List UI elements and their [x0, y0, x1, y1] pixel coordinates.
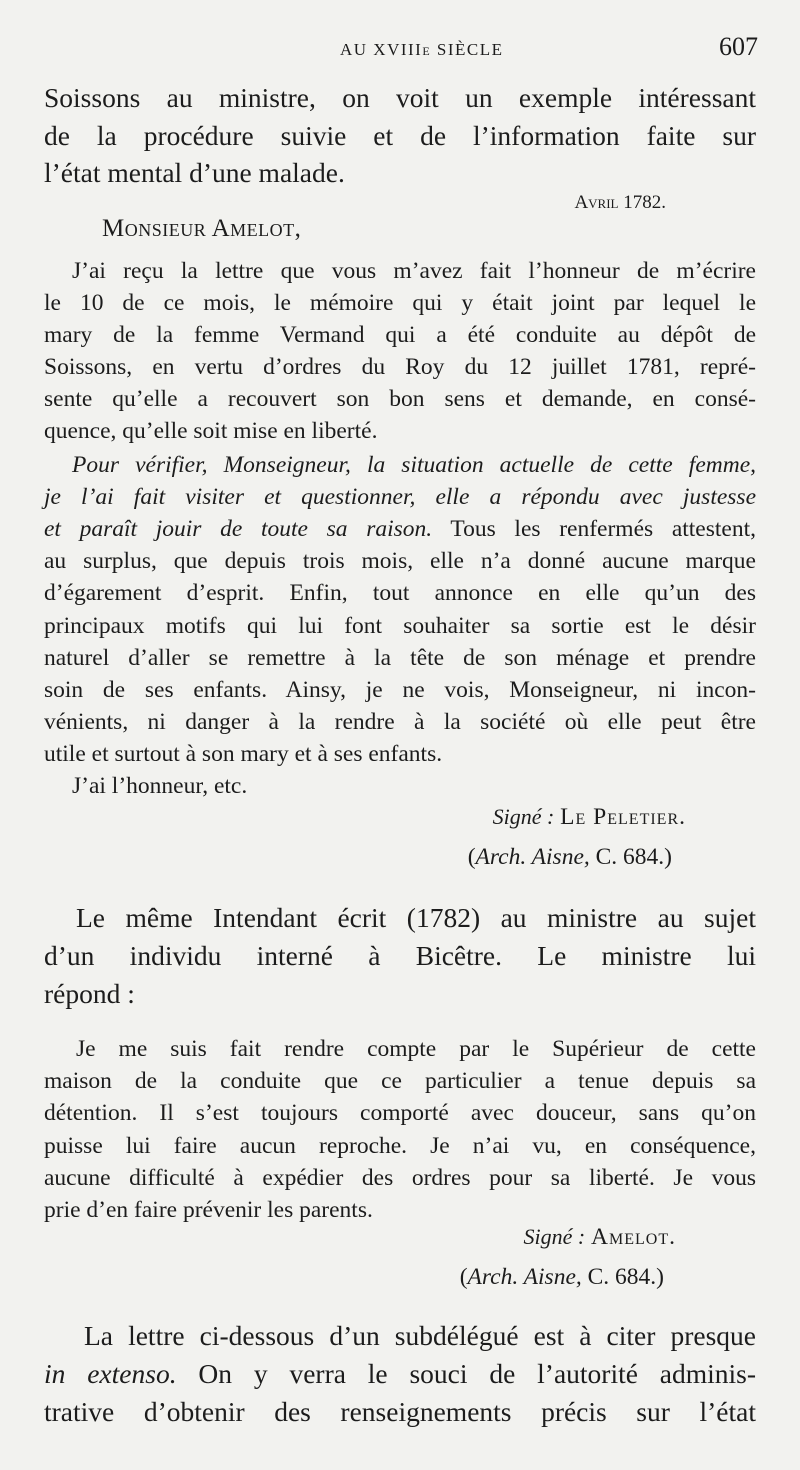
paren: (	[467, 844, 476, 870]
page-number: 607	[719, 32, 758, 61]
letter-line: vénients, ni danger à la rendre à la société où elle peut être	[44, 709, 756, 735]
signer-name: Le Peletier.	[560, 804, 686, 830]
letter-line: sente qu’elle a recouvert son bon sens et demande, en consé-	[44, 386, 756, 412]
letter-line: utile et surtout à son mary et à ses enfants.	[44, 741, 443, 767]
roman-phrase: On y verra le souci de l’autorité adminis-	[198, 1358, 757, 1389]
italic-phrase: in extenso.	[44, 1358, 177, 1389]
archive-code: C. 684.)	[587, 1264, 664, 1290]
body-line: trative d’obtenir des renseignements précis sur l’état	[44, 1396, 756, 1427]
signed-label: Signé :	[492, 804, 555, 829]
body-line-mixed	[44, 1358, 756, 1390]
letter-line: maison de la conduite que ce particulier a tenue depuis sa	[44, 1068, 756, 1094]
letter-line: Je me suis fait rendre compte par le Supérieur de cette	[76, 1036, 756, 1062]
body-line: l’état mental d’une malade.	[44, 157, 345, 188]
signer-name: Amelot.	[591, 1224, 676, 1250]
letter-line-italic: Pour vérifier, Monseigneur, la situation actuelle de cette femme,	[72, 452, 756, 478]
body-line: Le même Intendant écrit (1782) au ministre au sujet	[76, 902, 756, 933]
letter-line: détention. Il s’est toujours comporté avec douceur, sans qu’on	[44, 1100, 756, 1126]
paren: (	[459, 1264, 468, 1290]
archive-name: Arch. Aisne,	[475, 844, 590, 870]
signed-label: Signé :	[523, 1224, 586, 1249]
archive-reference	[44, 1264, 664, 1291]
archive-name: Arch. Aisne,	[467, 1264, 582, 1290]
letter-line: aucune difficulté à expédier des ordres pour sa liberté. Je vous	[44, 1165, 756, 1191]
letter-line: prie d’en faire prévenir les parents.	[44, 1197, 373, 1223]
letter-line: le 10 de ce mois, le mémoire qui y était joint par lequel le	[44, 290, 756, 316]
letter-line: au surplus, que depuis trois mois, elle n’a donné aucune marque	[44, 548, 756, 574]
letter-line: J’ai reçu la lettre que vous m’avez fait l’honneur de m’écrire	[72, 258, 756, 284]
body-line: La lettre ci-dessous d’un subdélégué est à citer presque	[84, 1320, 756, 1351]
letter-line: quence, qu’elle soit mise en liberté.	[44, 418, 378, 444]
letter-line-mixed	[44, 516, 756, 543]
letter-line: principaux motifs qui lui font souhaiter sa sortie est le désir	[44, 613, 756, 639]
letter-signature	[44, 1224, 676, 1251]
letter-closing: J’ai l’honneur, etc.	[72, 773, 248, 799]
letter-salutation: Monsieur Amelot,	[102, 215, 302, 242]
letter-line: d’égarement d’esprit. Enfin, tout annonce en elle qu’un des	[44, 580, 756, 606]
running-head: AU XVIIIe SIÈCLE	[340, 40, 504, 59]
body-line: Soissons au ministre, on voit un exemple intéressant	[44, 82, 756, 113]
page-header	[40, 34, 760, 68]
roman-phrase: Tous les renfermés attestent,	[450, 516, 757, 542]
letter-line: soin de ses enfants. Ainsy, je ne vois, Monseigneur, ni incon-	[44, 677, 756, 703]
body-line: de la procédure suivie et de l’information faite sur	[44, 120, 756, 151]
archive-code: C. 684.)	[595, 844, 672, 870]
letter-date: Avril 1782.	[574, 192, 666, 213]
letter-line-italic: je l’ai fait visiter et questionner, elle a répondu avec justesse	[44, 484, 756, 510]
letter-line: mary de la femme Vermand qui a été conduite au dépôt de	[44, 322, 756, 348]
letter-line: naturel d’aller se remettre à la tête de son ménage et prendre	[44, 645, 756, 671]
body-line: d’un individu interné à Bicêtre. Le ministre lui	[44, 940, 756, 971]
letter-line: Soissons, en vertu d’ordres du Roy du 12 juillet 1781, repré-	[44, 354, 756, 380]
letter-line: puisse lui faire aucun reproche. Je n’ai vu, en conséquence,	[44, 1133, 756, 1159]
body-line: répond :	[44, 978, 135, 1009]
archive-reference	[44, 844, 672, 871]
letter-signature	[44, 804, 686, 831]
italic-phrase: et paraît jouir de toute sa raison.	[44, 516, 433, 542]
